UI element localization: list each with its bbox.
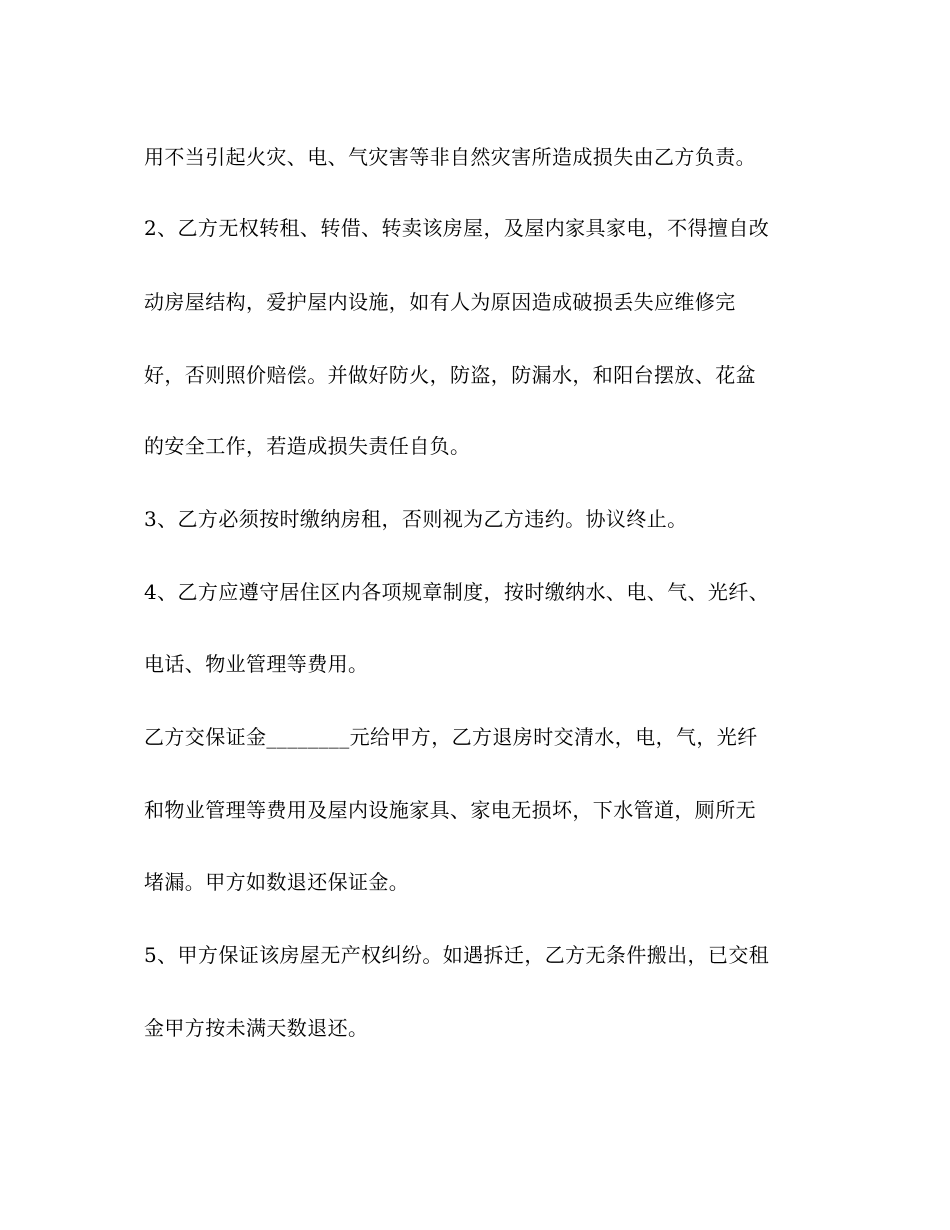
text-line: 乙方交保证金________元给甲方，乙方退房时交清水，电，气，光纤: [144, 725, 758, 749]
text-line: 的安全工作，若造成损失责任自负。: [144, 434, 471, 458]
text-line: 3、乙方必须按时缴纳房租，否则视为乙方违约。协议终止。: [144, 507, 688, 531]
text-line: 电话、物业管理等费用。: [144, 652, 369, 676]
text-line: 和物业管理等费用及屋内设施家具、家电无损坏，下水管道，厕所无: [144, 798, 756, 822]
text-line: 用不当引起火灾、电、气灾害等非自然灾害所造成损失由乙方负责。: [144, 145, 756, 169]
text-line: 5、甲方保证该房屋无产权纠纷。如遇拆迁，乙方无条件搬出，已交租: [144, 943, 770, 967]
text-line: 金甲方按未满天数退还。: [144, 1016, 369, 1040]
text-line: 4、乙方应遵守居住区内各项规章制度，按时缴纳水、电、气、光纤、: [144, 580, 770, 604]
text-line: 动房屋结构，爱护屋内设施，如有人为原因造成破损丢失应维修完: [144, 290, 736, 314]
text-line: 堵漏。甲方如数退还保证金。: [144, 870, 410, 894]
text-line: 好，否则照价赔偿。并做好防火，防盗，防漏水，和阳台摆放、花盆: [144, 363, 756, 387]
text-line: 2、乙方无权转租、转借、转卖该房屋，及屋内家具家电，不得擅自改: [144, 216, 770, 240]
